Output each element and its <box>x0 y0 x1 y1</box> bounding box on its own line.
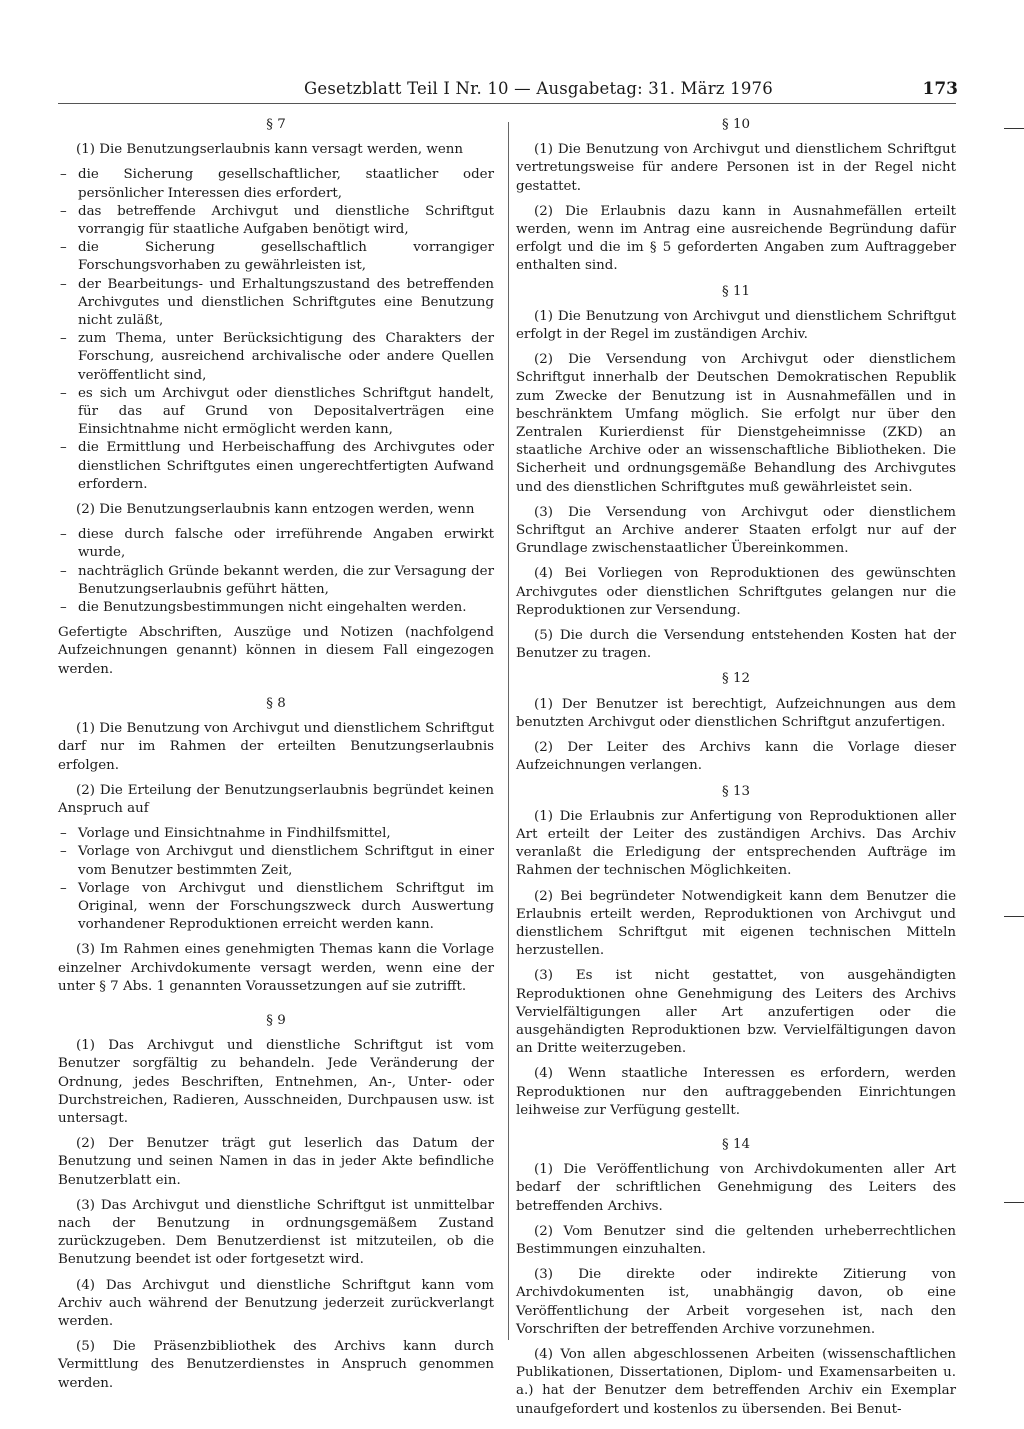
list-item: – der Bearbeitungs- und Erhaltungszustand des betreffenden Archivgutes und dienstlichen Schriftgutes eine Benutzung nicht zuläßt, <box>58 276 494 331</box>
list-item: – die Sicherung gesellschaftlich vorrangiger Forschungsvorhaben zu gewährleisten ist, <box>58 239 494 275</box>
section-heading-8: § 8 <box>266 695 286 711</box>
section-heading-12: § 12 <box>722 671 750 687</box>
section-heading-7: § 7 <box>266 117 286 132</box>
paragraph: (1) Die Erlaubnis zur Anfertigung von Reproduktionen aller Art erteilt der Leiter des zuständigen Archivs. Das Archiv veranlaßt die Erledigung der entsprechenden Aufträge im Rahmen der technischen Möglichkeiten. <box>516 808 956 879</box>
paragraph: (1) Die Veröffentlichung von Archivdokumenten aller Art bedarf der schriftlichen Genehmigung des Leiters des betreffenden Archivs. <box>516 1162 956 1214</box>
paragraph: (3) Im Rahmen eines genehmigten Themas kann die Vorlage einzelner Archivdokumente versagt werden, wenn eine der unter § 7 Abs. 1 genannten Voraussetzungen auf sie zutrifft. <box>58 942 494 994</box>
paragraph: (2) Der Leiter des Archivs kann die Vorlage dieser Aufzeichnungen verlangen. <box>516 740 956 774</box>
right-column <box>516 116 956 1426</box>
paragraph: (2) Die Versendung von Archivgut oder dienstlichem Schriftgut innerhalb der Deutschen Demokratischen Republik zum Zwecke der Benutzung ist in Ausnahmefällen und in beschränktem Umfang möglich. Sie erfolgt nur über den Zentralen Kurierdienst für Dienstgeheimnisse (ZKD) an staatliche Archive oder an wissenschaftliche Bibliotheken. Die Sicherheit und ordnungsgemäße Behandlung des Archivgutes und des dienstlichen Schriftgutes muß gewährleistet sein. <box>516 352 956 495</box>
paragraph: (2) Die Erteilung der Benutzungserlaubnis begründet keinen Anspruch auf <box>58 782 494 816</box>
paragraph: (1) Der Benutzer ist berechtigt, Aufzeichnungen aus dem benutzten Archivgut oder dienstlichen Schriftgut anzufertigen. <box>516 696 956 730</box>
paragraph: (3) Die direkte oder indirekte Zitierung von Archivdokumenten ist, unabhängig davon, ob eine Veröffentlichung der Arbeit vorgesehen ist, nach den Vorschriften der betreffenden Archive vorzunehmen. <box>516 1267 956 1337</box>
list-item: – es sich um Archivgut oder dienstliches Schriftgut handelt, für das auf Grund von Depositalverträgen eine Einsichtnahme nicht ermöglicht werden kann, <box>58 385 494 440</box>
section-heading-14: § 14 <box>722 1136 750 1152</box>
paragraph: (1) Die Benutzungserlaubnis kann versagt werden, wenn <box>76 142 464 158</box>
paragraph: (4) Bei Vorliegen von Reproduktionen des gewünschten Archivgutes oder dienstlichen Schriftgutes gelangen nur die Reproduktionen zur Versendung. <box>516 566 956 618</box>
list-item: – das betreffende Archivgut und dienstliche Schriftgut vorrangig für staatliche Aufgaben benötigt wird, <box>58 203 494 239</box>
paragraph: (1) Die Benutzung von Archivgut und dienstlichem Schriftgut erfolgt in der Regel im zuständigen Archiv. <box>516 308 956 343</box>
paragraph: (1) Das Archivgut und dienstliche Schriftgut ist vom Benutzer sorgfältig zu behandeln. Jede Veränderung der Ordnung, jedes Beschriften, Entnehmen, An-, Unter- oder Durchstreichen, Radieren, Ausschneiden, Durchpausen usw. ist untersagt. <box>58 1038 494 1126</box>
list-item: – Vorlage und Einsichtnahme in Findhilfsmittel, <box>58 825 494 843</box>
page-number: 173 <box>922 79 958 99</box>
list-item: – Vorlage von Archivgut und dienstlichem Schriftgut in einer vom Benutzer bestimmten Zeit, <box>58 843 494 879</box>
list-item: – die Benutzungsbestimmungen nicht eingehalten werden. <box>58 599 494 617</box>
paragraph: (1) Die Benutzung von Archivgut und dienstlichem Schriftgut vertretungsweise für andere Personen ist in der Regel nicht gestattet. <box>516 142 956 194</box>
paragraph: (3) Die Versendung von Archivgut oder dienstlichem Schriftgut an Archive anderer Staaten erfolgt nur auf der Grundlage zwischenstaatlicher Übereinkommen. <box>516 504 956 557</box>
list-item: – zum Thema, unter Berücksichtigung des Charakters der Forschung, ausreichend archivalische oder andere Quellen veröffentlicht sind, <box>58 330 494 385</box>
list-item: – diese durch falsche oder irreführende Angaben erwirkt wurde, <box>58 526 494 562</box>
paragraph: (4) Das Archivgut und dienstliche Schriftgut kann vom Archiv auch während der Benutzung jederzeit zurückverlangt werden. <box>58 1277 494 1329</box>
paragraph: (2) Die Benutzungserlaubnis kann entzogen werden, wenn <box>76 502 475 518</box>
list-item: – die Ermittlung und Herbeischaffung des Archivgutes oder dienstlichen Schriftgutes einen ungerechtfertigten Aufwand erfordern. <box>58 439 494 494</box>
scan-margin-mark <box>1004 916 1024 917</box>
paragraph: (4) Wenn staatliche Interessen es erfordern, werden Reproduktionen nur den auftraggebenden Einrichtungen leihweise zur Verfügung gestellt. <box>516 1066 956 1118</box>
left-column <box>58 116 494 1400</box>
dash-list <box>58 166 494 494</box>
scan-margin-mark <box>1004 128 1024 129</box>
section-heading-9: § 9 <box>266 1012 286 1028</box>
list-item: – nachträglich Gründe bekannt werden, die zur Versagung der Benutzungserlaubnis geführt hätten, <box>58 563 494 599</box>
column-divider <box>508 122 509 1340</box>
dash-list <box>58 825 494 934</box>
paragraph: (2) Vom Benutzer sind die geltenden urheberrechtlichen Bestimmungen einzuhalten. <box>516 1223 956 1257</box>
paragraph: (1) Die Benutzung von Archivgut und dienstlichem Schriftgut darf nur im Rahmen der erteilten Benutzungserlaubnis erfolgen. <box>58 721 494 773</box>
list-item: – die Sicherung gesellschaftlicher, staatlicher oder persönlicher Interessen dies erfordert, <box>58 166 494 202</box>
section-heading-10: § 10 <box>722 117 750 132</box>
paragraph: (5) Die durch die Versendung entstehenden Kosten hat der Benutzer zu tragen. <box>516 628 956 662</box>
paragraph: (4) Von allen abgeschlossenen Arbeiten (wissenschaftlichen Publikationen, Dissertationen, Diplom- und Examensarbeiten u. a.) hat der Benutzer dem betreffenden Archiv ein Exemplar unaufgefordert und kostenlos zu übersenden. Bei Benut- <box>516 1346 956 1417</box>
paragraph: Gefertigte Abschriften, Auszüge und Notizen (nachfolgend Aufzeichnungen genannt) können in diesem Fall eingezogen werden. <box>58 625 494 677</box>
list-item: – Vorlage von Archivgut und dienstlichem Schriftgut im Original, wenn der Forschungszweck durch Auswertung vorhandener Reproduktionen erreicht werden kann. <box>58 880 494 935</box>
section-heading-13: § 13 <box>722 783 750 799</box>
paragraph: (5) Die Präsenzbibliothek des Archivs kann durch Vermittlung des Benutzerdienstes in Anspruch genommen werden. <box>58 1339 494 1391</box>
section-heading-11: § 11 <box>722 283 750 299</box>
paragraph: (3) Es ist nicht gestattet, von ausgehändigten Reproduktionen ohne Genehmigung des Leiters des Archivs Vervielfältigungen aller Art anzufertigen oder die ausgehändigten Reproduktionen bzw. Vervielfältigungen davon an Dritte weiterzugeben. <box>516 968 956 1057</box>
header-rule <box>58 103 956 104</box>
paragraph: (2) Die Erlaubnis dazu kann in Ausnahmefällen erteilt werden, wenn im Antrag eine ausreichende Begründung dafür erfolgt und die im § 5 geforderten Angaben zum Auftraggeber enthalten sind. <box>516 203 956 274</box>
paragraph: (3) Das Archivgut und dienstliche Schriftgut ist unmittelbar nach der Benutzung in ordnungsgemäßem Zustand zurückzugeben. Dem Benutzerdienst ist mitzuteilen, ob die Benutzung beendet ist oder fortgesetzt wird. <box>58 1197 494 1268</box>
paragraph: (2) Bei begründeter Notwendigkeit kann dem Benutzer die Erlaubnis erteilt werden, Reproduktionen von Archivgut und dienstlichem Schriftgut mit eigenen technischen Mitteln herzustellen. <box>516 888 956 959</box>
scan-margin-mark <box>1004 1202 1024 1203</box>
paragraph: (2) Der Benutzer trägt gut leserlich das Datum der Benutzung und seinen Namen in das in jeder Akte befindliche Benutzerblatt ein. <box>58 1136 494 1188</box>
dash-list <box>58 526 494 617</box>
header-title: Gesetzblatt Teil I Nr. 10 — Ausgabetag: 31. März 1976 <box>304 79 773 98</box>
running-header <box>58 76 958 102</box>
